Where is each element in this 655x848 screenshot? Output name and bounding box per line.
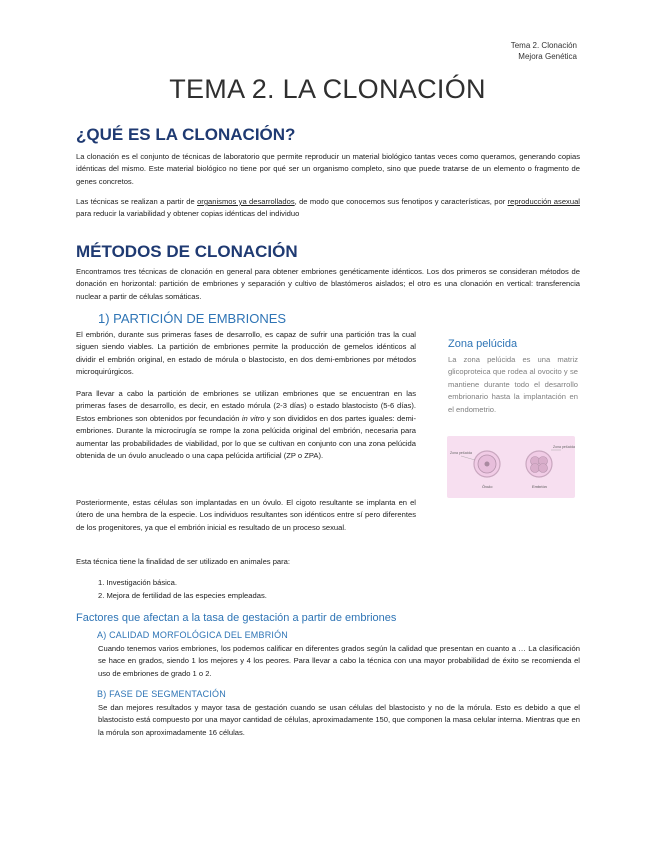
paragraph-particion-2 <box>76 388 416 462</box>
embryo-outer <box>526 451 552 477</box>
figure-label: Zona pelúcida <box>553 445 575 449</box>
factor-a-heading: A) CALIDAD MORFOLÓGICA DEL EMBRIÓN <box>97 630 288 640</box>
paragraph-particion-4: Esta técnica tiene la finalidad de ser utilizado en animales para: <box>76 557 291 566</box>
factor-b-heading: B) FASE DE SEGMENTACIÓN <box>97 689 226 699</box>
running-header <box>511 40 577 62</box>
subsection-heading-particion: 1) PARTICIÓN DE EMBRIONES <box>98 311 287 326</box>
header-line-1: Tema 2. Clonación <box>510 41 577 50</box>
page-title: TEMA 2. LA CLONACIÓN <box>169 74 486 104</box>
section-heading-metodos: MÉTODOS DE CLONACIÓN <box>76 242 298 261</box>
figure-svg <box>447 436 575 498</box>
paragraph-methods-intro: Encontramos tres técnicas de clonación en general para obtener embriones genéticamente idénticos. Los dos primeros se consideran métodos de donación en horizontal: partición de embriones y separación y cultivo de blastómeros aislados; el otro es una clonación en vertical: transferencia nuclear a partir de células somáticas. <box>76 267 580 301</box>
figure-label: Zona pelúcida <box>450 451 472 455</box>
text-run: y son divididos en dos partes iguales: demi-embriones. Durante la microcirugía se rompe la zona pelúcida original del embrión, necesaria para aumentar las probabilidades de viabilidad, por lo que se cultivan en conjunto con una zona pelúcida obtenida de un óvulo anucleado o una capa pelúcida artificial (ZP o ZPA). <box>76 413 416 461</box>
header-line-2: Mejora Genética <box>518 52 577 61</box>
paragraph-particion-3: Posteriormente, estas células son implantadas en un óvulo. El cigoto resultante se implanta en el útero de una hembra de la especie. Los individuos resultantes son idénticos entre sí pero diferentes de los progenitores, ya que el embrión inicial es resultado de un proceso sexual. <box>76 498 416 532</box>
text-run: , de modo que conocemos sus fenotipos y características, por <box>294 197 508 206</box>
ovum-nucleus <box>485 462 490 467</box>
figure-caption: Óvulo <box>482 484 493 489</box>
label-line <box>461 456 475 460</box>
paragraph-techniques <box>76 196 580 221</box>
factor-a-text: Cuando tenemos varios embriones, los podemos calificar en diferentes grados según la calidad que presentan en cuanto a … La clasificación se hace en grados, siendo 1 los mejores y 4 los peores. Para llevar a cabo la técnica con una mayor probabilidad de éxito se recomienda el uso de embriones de grado 1 o 2. <box>98 644 580 678</box>
zona-pelucida-figure <box>447 436 575 498</box>
text-run: Las técnicas se realizan a partir de <box>76 197 198 206</box>
factors-heading: Factores que afectan a la tasa de gestación a partir de embriones <box>76 612 397 624</box>
factor-b-text: Se dan mejores resultados y mayor tasa de gestación cuando se usan células del blastocisto y no de la mórula. Esto es debido a que el blastocisto está compuesto por una mayor cantidad de células, aproximadamente 150, que componen la masa celular interna. Mientras que en la mórula son aproximadamente 16 células. <box>98 703 580 737</box>
paragraph-particion-1: El embrión, durante sus primeras fases de desarrollo, es capaz de sufrir una partición tras la cual siguen siendo viables. La partición de embriones permite la producción de gemelos idénticos al dividir el embrión original, en estado de mórula o blastocisto, en dos demi-embriones por métodos microquirúrgicos. <box>76 330 416 377</box>
underlined-term-asexual: reproducción asexual <box>507 197 580 206</box>
section-heading-que-es: ¿QUÉ ES LA CLONACIÓN? <box>76 125 296 144</box>
paragraph-definition: La clonación es el conjunto de técnicas de laboratorio que permite reproducir un material biológico tantas veces como queramos, generando copias idénticas del mismo. Este material biológico no tiene por qué ser un organismo completo, sino que puede tratarse de un elemento o fragmento de genes concretos. <box>76 152 580 186</box>
italic-term: in vitro <box>241 413 265 423</box>
sidebar-text: La zona pelúcida es una matriz glicoproteica que rodea al ovocito y se mantiene durante todo el desarrollo embrionario hasta la implantación en el endometrio. <box>448 355 578 414</box>
text-run: para reducir la variabilidad y obtener copias idénticas del individuo <box>76 209 300 219</box>
embryo-cell <box>531 464 540 473</box>
embryo-cell <box>539 464 548 473</box>
figure-caption: Embrión <box>532 484 547 489</box>
text-run: Para llevar a cabo la partición de embriones se utilizan embriones que se encuentran en las primeras fases de desarrollo, es decir, en estado mórula (2-3 días) o estado blastocisto (5-6 días). Estos embriones son obtenidos por fecundación <box>76 389 416 423</box>
list-item: 1. Investigación básica. <box>98 578 177 587</box>
underlined-term-organisms: organismos ya desarrollados <box>197 197 295 206</box>
list-item: 2. Mejora de fertilidad de las especies empleadas. <box>98 591 267 600</box>
sidebar-title: Zona pelúcida <box>448 338 518 350</box>
